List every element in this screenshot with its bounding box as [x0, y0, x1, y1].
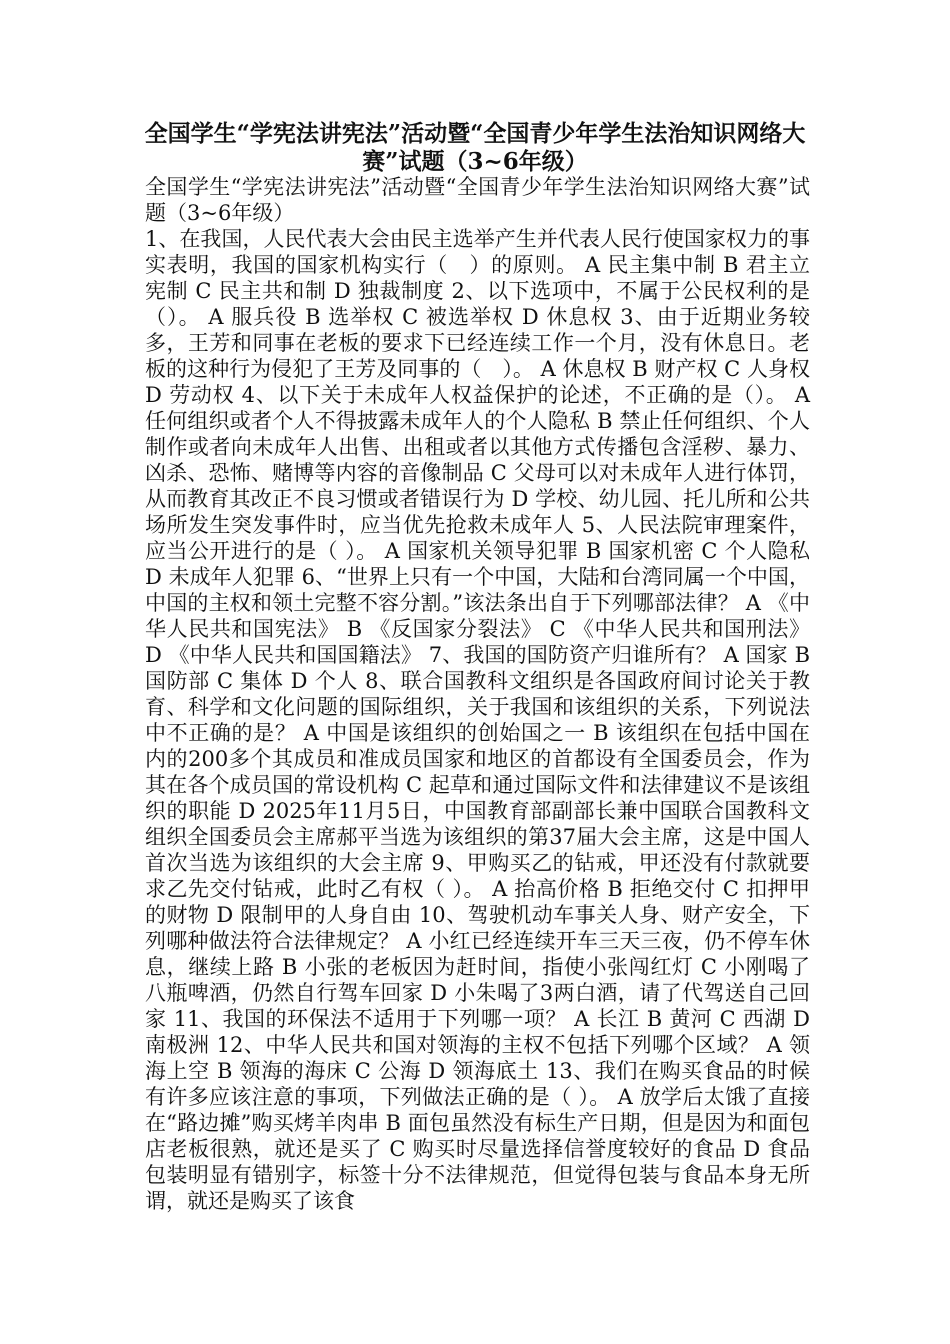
- document-title: 全国学生“学宪法讲宪法”活动暨“全国青少年学生法治知识网络大赛”试题（3~6年级）: [144, 120, 806, 175]
- document-body: [145, 174, 810, 1214]
- document-subtitle: 全国学生“学宪法讲宪法”活动暨“全国青少年学生法治知识网络大赛”试题（3~6年级）: [145, 175, 810, 225]
- question-text: 1、在我国，人民代表大会由民主选举产生并代表人民行使国家权力的事实表明，我国的国家机构实行（ ）的原则。 A 民主集中制 B 君主立宪制 C 民主共和制 D 独裁制度 2、以下选项中，不属于公民权利的是（）。 A 服兵役 B 选举权 C 被选举权 D 休息权 3、由于近期业务较多，王芳和同事在老板的要求下已经连续工作一个月，没有休息日。老板的这种行为侵犯了王芳及同事的（ ）。 A 休息权 B 财产权 C 人身权 D 劳动权 4、以下关于未成年人权益保护的论述，不正确的是（）。 A 任何组织或者个人不得披露未成年人的个人隐私 B 禁止任何组织、个人制作或者向未成年人出售、出租或者以其他方式传播包含淫秽、暴力、凶杀、恐怖、赌博等内容的音像制品 C 父母可以对未成年人进行体罚，从而教育其改正不良习惯或者错误行为 D 学校、幼儿园、托儿所和公共场所发生突发事件时，应当优先抢救未成年人 5、人民法院审理案件，应当公开进行的是（ ）。 A 国家机关领导犯罪 B 国家机密 C 个人隐私 D 未成年人犯罪 6、“世界上只有一个中国，大陆和台湾同属一个中国，中国的主权和领土完整不容分割。”该法条出自于下列哪部法律？ A 《中华人民共和国宪法》 B 《反国家分裂法》 C 《中华人民共和国刑法》 D 《中华人民共和国国籍法》 7、我国的国防资产归谁所有？ A 国家 B 国防部 C 集体 D 个人 8、联合国教科文组织是各国政府间讨论关于教育、科学和文化问题的国际组织，关于我国和该组织的关系，下列说法中不正确的是？ A 中国是该组织的创始国之一 B 该组织在包括中国在内的200多个其成员和准成员国家和地区的首都设有全国委员会，作为其在各个成员国的常设机构 C 起草和通过国际文件和法律建议不是该组织的职能 D 2025年11月5日，中国教育部副部长兼中国联合国教科文组织全国委员会主席郝平当选为该组织的第37届大会主席，这是中国人首次当选为该组织的大会主席 9、甲购买乙的钻戒，甲还没有付款就要求乙先交付钻戒，此时乙有权（ ）。 A 抬高价格 B 拒绝交付 C 扣押甲的财物 D 限制甲的人身自由 10、驾驶机动车事关人身、财产安全，下列哪种做法符合法律规定？ A 小红已经连续开车三天三夜，仍不停车休息，继续上路 B 小张的老板因为赶时间，指使小张闯红灯 C 小刚喝了八瓶啤酒，仍然自行驾车回家 D 小朱喝了3两白酒，请了代驾送自己回家 11、我国的环保法不适用于下列哪一项？ A 长江 B 黄河 C 西湖 D 南极洲 12、中华人民共和国对领海的主权不包括下列哪个区域？ A 领海上空 B 领海的海床 C 公海 D 领海底土 13、我们在购买食品的时候有许多应该注意的事项，下列做法正确的是（ ）。 A 放学后太饿了直接在“路边摊”购买烤羊肉串 B 面包虽然没有标生产日期，但是因为和面包店老板很熟，就还是买了 C 购买时尽量选择信誉度较好的食品 D 食品包装明显有错别字，标签十分不法律规范，但觉得包装与食品本身无所谓，就还是购买了该食: [145, 227, 810, 1213]
